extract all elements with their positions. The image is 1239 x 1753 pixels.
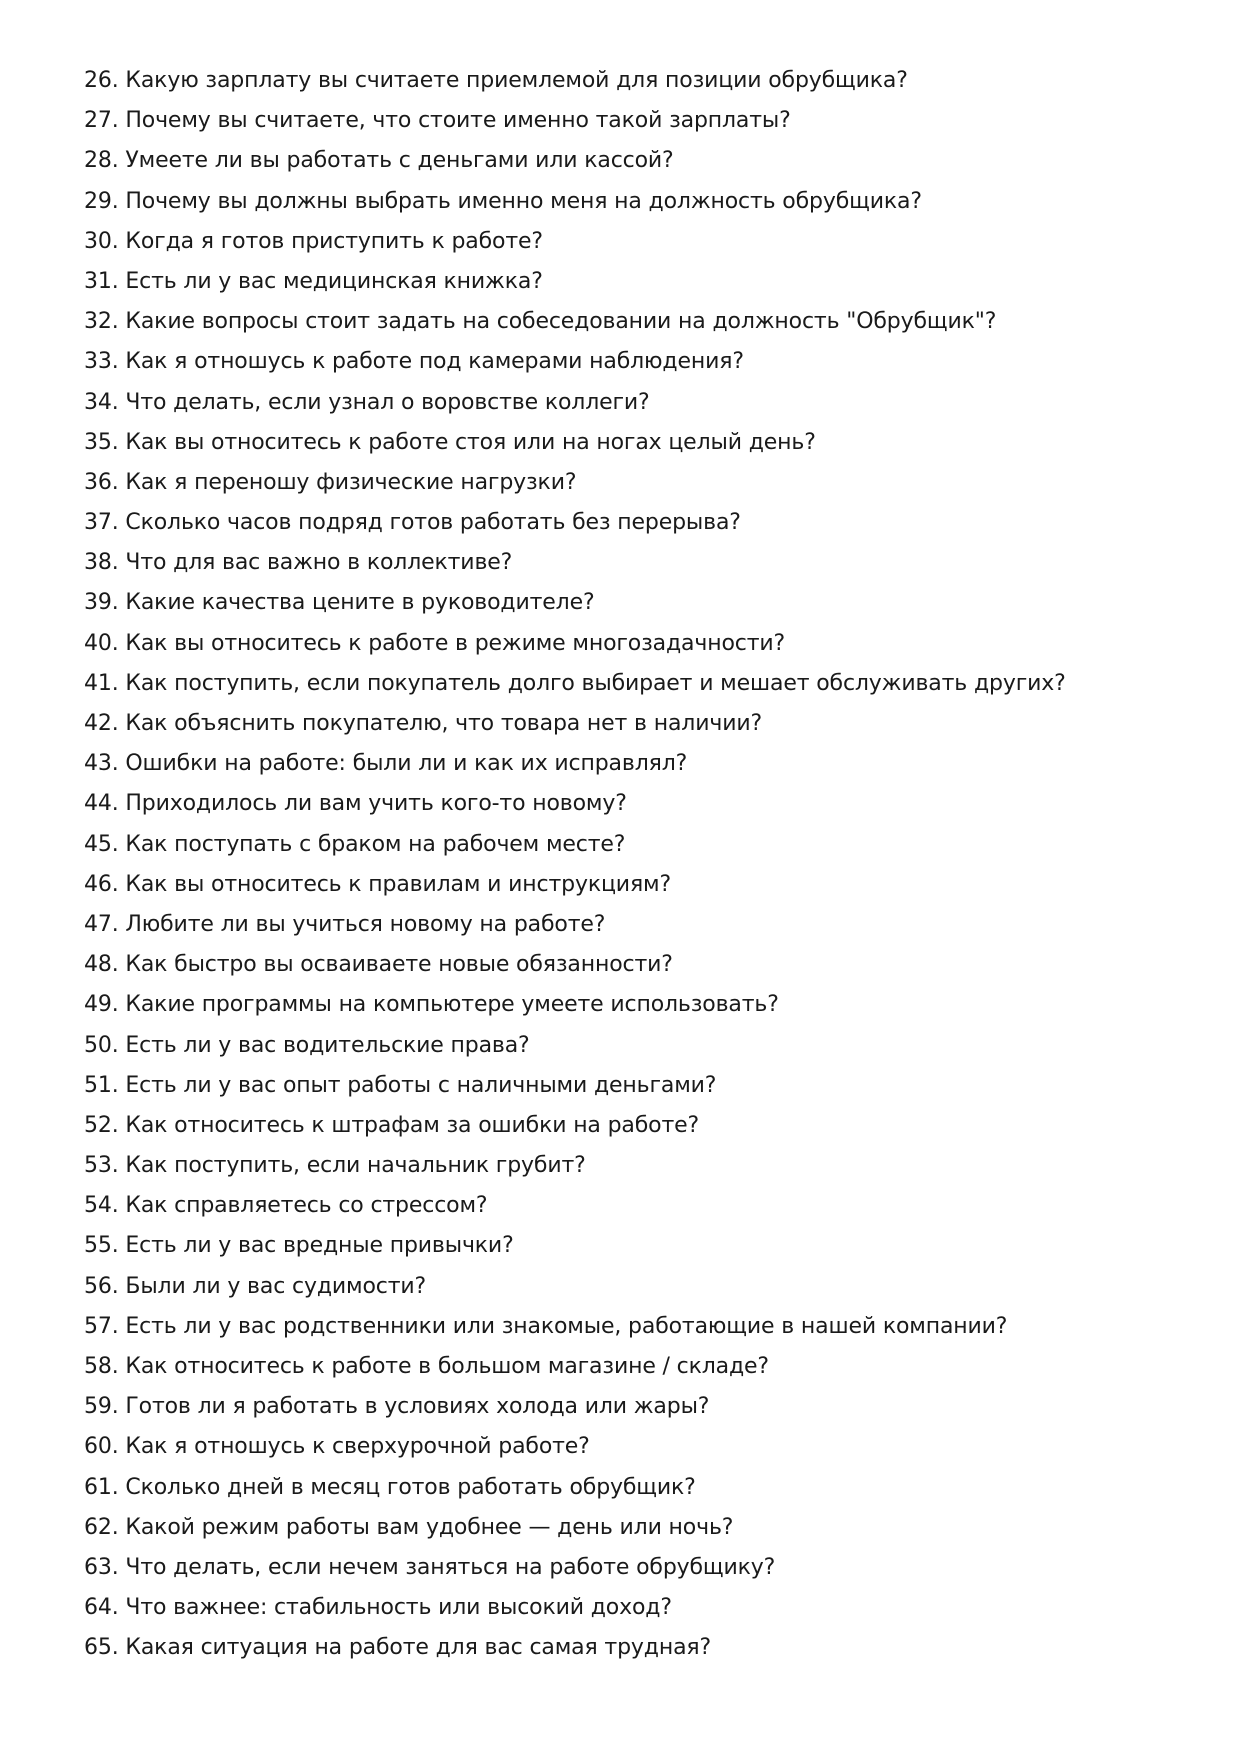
question-item: 55. Есть ли у вас вредные привычки? xyxy=(84,1233,514,1259)
question-item: 32. Какие вопросы стоит задать на собеседовании на должность "Обрубщик"? xyxy=(84,309,997,335)
question-item: 53. Как поступить, если начальник грубит? xyxy=(84,1153,586,1179)
question-item: 50. Есть ли у вас водительские права? xyxy=(84,1032,530,1058)
question-item: 63. Что делать, если нечем заняться на работе обрубщику? xyxy=(84,1554,776,1580)
question-item: 59. Готов ли я работать в условиях холода или жары? xyxy=(84,1394,710,1420)
question-item: 45. Как поступать с браком на рабочем месте? xyxy=(84,831,626,857)
question-item: 57. Есть ли у вас родственники или знакомые, работающие в нашей компании? xyxy=(84,1313,1008,1339)
question-item: 30. Когда я готов приступить к работе? xyxy=(84,228,543,254)
question-item: 62. Какой режим работы вам удобнее — день или ночь? xyxy=(84,1514,734,1540)
question-item: 40. Как вы относитесь к работе в режиме многозадачности? xyxy=(84,630,786,656)
question-item: 26. Какую зарплату вы считаете приемлемой для позиции обрубщика? xyxy=(84,68,908,93)
question-item: 31. Есть ли у вас медицинская книжка? xyxy=(84,268,543,294)
question-item: 54. Как справляетесь со стрессом? xyxy=(84,1193,488,1219)
question-item: 47. Любите ли вы учиться новому на работе? xyxy=(84,911,606,937)
question-item: 37. Сколько часов подряд готов работать без перерыва? xyxy=(84,510,741,536)
question-item: 34. Что делать, если узнал о воровстве коллеги? xyxy=(84,389,650,415)
question-item: 43. Ошибки на работе: были ли и как их исправлял? xyxy=(84,751,688,777)
question-item: 61. Сколько дней в месяц готов работать обрубщик? xyxy=(84,1474,696,1500)
question-item: 41. Как поступить, если покупатель долго выбирает и мешает обслуживать других? xyxy=(84,670,1066,696)
question-item: 52. Как относитесь к штрафам за ошибки на работе? xyxy=(84,1112,700,1138)
question-item: 35. Как вы относитесь к работе стоя или на ногах целый день? xyxy=(84,429,816,455)
question-item: 29. Почему вы должны выбрать именно меня на должность обрубщика? xyxy=(84,188,922,214)
question-item: 33. Как я отношусь к работе под камерами наблюдения? xyxy=(84,349,744,375)
question-item: 58. Как относитесь к работе в большом магазине / складе? xyxy=(84,1354,769,1379)
question-item: 48. Как быстро вы осваиваете новые обязанности? xyxy=(84,952,673,978)
question-item: 38. Что для вас важно в коллективе? xyxy=(84,550,513,576)
question-item: 36. Как я переношу физические нагрузки? xyxy=(84,469,577,495)
question-item: 42. Как объяснить покупателю, что товара нет в наличии? xyxy=(84,711,763,736)
question-list xyxy=(84,61,1066,1669)
question-item: 44. Приходилось ли вам учить кого-то новому? xyxy=(84,791,627,817)
question-item: 46. Как вы относитесь к правилам и инструкциям? xyxy=(84,871,672,897)
question-item: 28. Умеете ли вы работать с деньгами или кассой? xyxy=(84,148,674,174)
question-item: 51. Есть ли у вас опыт работы с наличными деньгами? xyxy=(84,1072,717,1098)
question-item: 39. Какие качества цените в руководителе? xyxy=(84,590,595,616)
question-item: 60. Как я отношусь к сверхурочной работе? xyxy=(84,1434,590,1460)
question-item: 65. Какая ситуация на работе для вас самая трудная? xyxy=(84,1635,712,1661)
question-item: 49. Какие программы на компьютере умеете использовать? xyxy=(84,992,779,1018)
question-item: 64. Что важнее: стабильность или высокий доход? xyxy=(84,1595,672,1621)
question-item: 56. Были ли у вас судимости? xyxy=(84,1273,427,1299)
question-item: 27. Почему вы считаете, что стоите именно такой зарплаты? xyxy=(84,108,791,134)
